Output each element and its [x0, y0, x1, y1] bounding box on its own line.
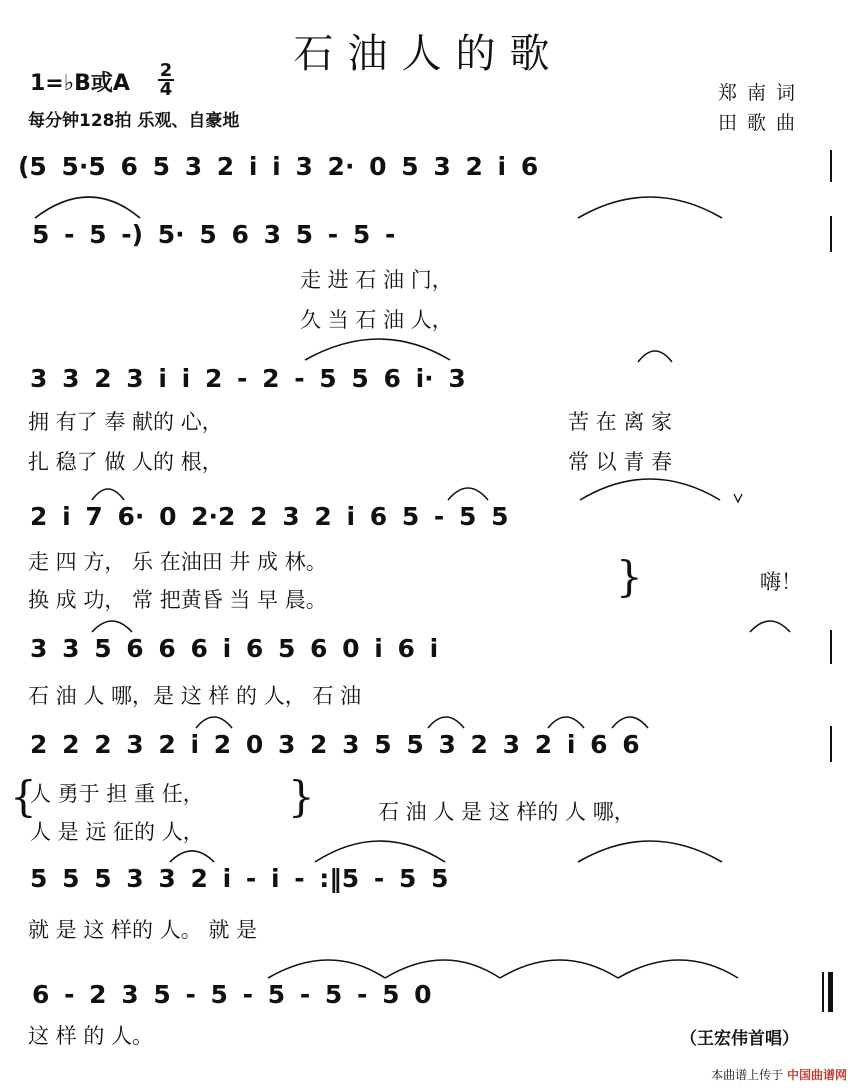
- slur-arc: [580, 479, 720, 500]
- verse-brace: }: [616, 552, 643, 601]
- slur-arc: [750, 621, 790, 632]
- composer-credit: 田歌曲: [718, 112, 806, 134]
- notation-row-4: 2 i 7 6· 0 2·2 2 3 2 i 6 5 - 5 5: [30, 502, 509, 531]
- notation-row-7: 5 5 5 3 3 2 i - i - :‖5 - 5 5: [30, 864, 449, 893]
- slur-arc: [618, 960, 738, 978]
- footer-brand: 中国曲谱网: [786, 1068, 847, 1082]
- slur-arc: [448, 488, 488, 500]
- lyrics-row-2-verse-2: 久 当 石 油 人，: [300, 308, 453, 332]
- lyrics-row-7: 就 是 这 样的 人。 就 是: [28, 918, 258, 942]
- singer-credit: （王宏伟首唱）: [680, 1029, 799, 1049]
- slur-arc: [92, 621, 132, 632]
- notation-row-5: 3 3 5 6 6 6 i 6 5 6 0 i 6 i: [30, 634, 439, 663]
- tempo-marking: 每分钟128拍 乐观、自豪地: [28, 111, 240, 131]
- verse-brace-right: }: [288, 772, 315, 821]
- lyrics-row-6-verse-1: 人 勇于 担 重 任，: [30, 782, 204, 806]
- footer-text: 本曲谱上传于: [711, 1068, 784, 1082]
- time-signature-top: 2: [159, 60, 173, 81]
- song-title: 石油人的歌: [293, 31, 564, 77]
- slur-arc: [548, 717, 584, 728]
- slur-arc: [428, 717, 464, 728]
- slur-arc: [638, 351, 672, 362]
- slur-arc: [315, 841, 445, 862]
- lyrics-row-3-verse-1: 拥 有了 奉 献的 心，: [28, 410, 223, 434]
- slur-arc: [268, 960, 385, 978]
- lyrics-row-4-verse-2: 换 成 功， 常 把黄昏 当 早 晨。: [28, 588, 327, 612]
- notation-row-8: 6 - 2 3 5 - 5 - 5 - 5 - 5 0: [32, 980, 432, 1009]
- lyrics-row-5: 石 油 人 哪，是 这 样 的 人， 石 油: [28, 684, 362, 708]
- slur-arc: [35, 197, 140, 218]
- notation-row-6: 2 2 2 3 2 i 2 0 3 2 3 5 5 3 2 3 2 i 6 6: [30, 730, 640, 759]
- lyrics-row-3-right-verse-1: 苦 在 离 家: [568, 410, 673, 434]
- notation-row-1: (5 5·5 6 5 3 2 i i 3 2· 0 5 3 2 i 6: [18, 152, 539, 181]
- lyrics-row-4-verse-1: 走 四 方， 乐 在油田 井 成 林。: [28, 550, 327, 574]
- lyrics-row-6-center: 石 油 人 是 这 样的 人 哪，: [378, 800, 635, 824]
- slur-arc: [578, 841, 722, 862]
- time-signature-bottom: 4: [159, 79, 173, 100]
- slur-arc: [305, 339, 450, 360]
- slur-arc: [500, 960, 618, 978]
- slur-arc: [578, 197, 722, 218]
- lyrics-row-8: 这 样 的 人。: [28, 1024, 154, 1048]
- lyrics-row-2-verse-1: 走 进 石 油 门，: [300, 268, 453, 292]
- notation-row-3: 3 3 2 3 i i 2 - 2 - 5 5 6 i· 3: [30, 364, 466, 393]
- breath-mark: [734, 494, 742, 502]
- slur-arc: [170, 851, 214, 862]
- lyricist-credit: 郑南词: [718, 82, 806, 104]
- slur-arc: [612, 717, 648, 728]
- key-signature: 1=♭B或A: [30, 71, 130, 96]
- notation-row-2: 5 - 5 -) 5· 5 6 3 5 - 5 -: [32, 220, 396, 249]
- lyrics-row-3-right-verse-2: 常 以 青 春: [568, 450, 673, 474]
- verse-brace-left: {: [10, 772, 37, 821]
- interjection: 嗨！: [760, 570, 802, 594]
- slur-arc: [92, 489, 124, 500]
- slur-arc: [196, 717, 232, 728]
- lyrics-row-3-verse-2: 扎 稳了 做 人的 根，: [28, 450, 223, 474]
- slur-arc: [385, 960, 500, 978]
- lyrics-row-6-verse-2: 人 是 远 征的 人，: [30, 820, 204, 844]
